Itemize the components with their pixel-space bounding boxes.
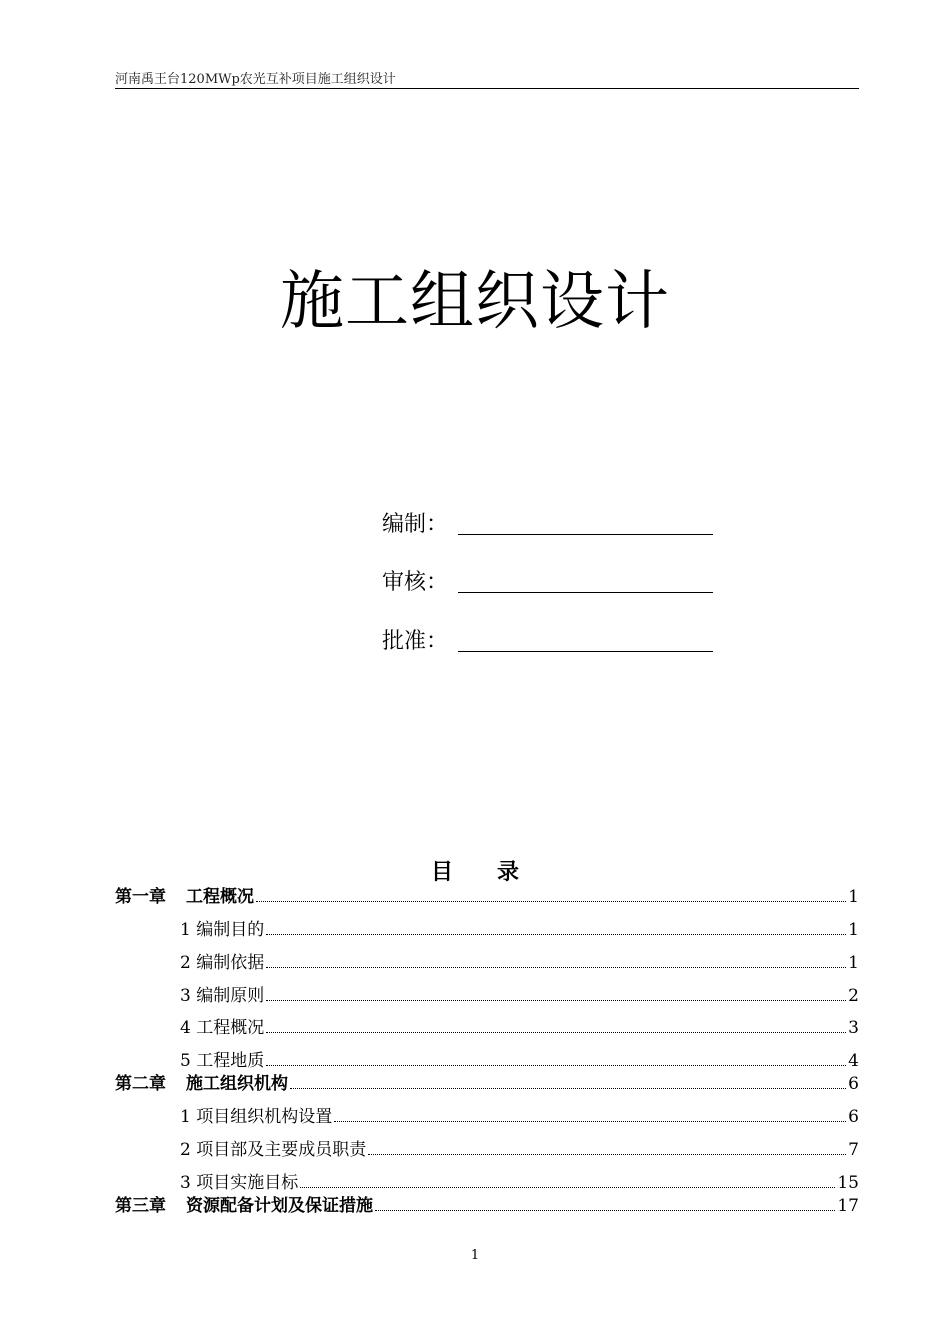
toc-chapter-2[interactable] xyxy=(115,1073,859,1095)
toc-chapter-number: 第三章 xyxy=(115,1196,166,1216)
signature-line-reviewed xyxy=(458,592,713,593)
signature-approved xyxy=(382,627,722,657)
toc-section-title: 3 编制原则 xyxy=(180,986,265,1006)
toc-section-1-1[interactable] xyxy=(180,919,859,941)
signature-label-approved: 批准： xyxy=(382,629,449,654)
toc-leader-dots xyxy=(290,1088,846,1089)
toc-page-number: 2 xyxy=(848,986,859,1006)
toc-page-number: 1 xyxy=(848,953,859,973)
toc-section-title: 1 项目组织机构设置 xyxy=(180,1107,333,1127)
toc-leader-dots xyxy=(300,1187,835,1188)
signature-reviewed xyxy=(382,568,722,598)
toc-section-title: 5 工程地质 xyxy=(180,1051,265,1071)
toc-leader-dots xyxy=(266,1000,846,1001)
toc-section-1-4[interactable] xyxy=(180,1017,859,1039)
toc-title: 目 录 xyxy=(430,859,519,885)
toc-leader-dots xyxy=(256,901,846,902)
signature-line-approved xyxy=(458,651,713,652)
toc-leader-dots xyxy=(334,1121,846,1122)
toc-page-number: 6 xyxy=(848,1107,859,1127)
toc-section-title: 2 编制依据 xyxy=(180,953,265,973)
toc-chapter-title: 工程概况 xyxy=(186,887,254,907)
page-header xyxy=(115,66,859,89)
toc-chapter-number: 第一章 xyxy=(115,887,166,907)
toc-page-number: 1 xyxy=(848,887,859,907)
toc-chapter-1[interactable] xyxy=(115,886,859,908)
toc-chapter-title: 施工组织机构 xyxy=(186,1074,288,1094)
toc-section-1-5[interactable] xyxy=(180,1050,859,1072)
toc-section-title: 2 项目部及主要成员职责 xyxy=(180,1140,367,1160)
toc-page-number: 4 xyxy=(848,1051,859,1071)
signature-line-compiled xyxy=(458,534,713,535)
toc-leader-dots xyxy=(266,1065,846,1066)
document-title: 施工组织设计 xyxy=(280,265,670,339)
toc-page-number: 6 xyxy=(848,1074,859,1094)
page-number: 1 xyxy=(470,1248,480,1263)
toc-page-number: 15 xyxy=(837,1173,859,1193)
toc-section-1-2[interactable] xyxy=(180,952,859,974)
signature-label-compiled: 编制： xyxy=(382,512,449,537)
signature-label-reviewed: 审核： xyxy=(382,570,449,595)
header-text: 河南禹王台120MWp农光互补项目施工组织设计 xyxy=(115,72,396,87)
toc-leader-dots xyxy=(266,967,846,968)
toc-chapter-title: 资源配备计划及保证措施 xyxy=(186,1196,373,1216)
toc-page-number: 7 xyxy=(848,1140,859,1160)
toc-leader-dots xyxy=(266,1032,846,1033)
toc-section-2-2[interactable] xyxy=(180,1139,859,1161)
toc-section-title: 1 编制目的 xyxy=(180,920,265,940)
signature-compiled xyxy=(382,510,722,540)
toc-section-title: 4 工程概况 xyxy=(180,1018,265,1038)
toc-chapter-number: 第二章 xyxy=(115,1074,166,1094)
toc-section-1-3[interactable] xyxy=(180,985,859,1007)
toc-page-number: 17 xyxy=(837,1196,859,1216)
toc-leader-dots xyxy=(368,1154,846,1155)
toc-leader-dots xyxy=(266,934,846,935)
toc-page-number: 3 xyxy=(848,1018,859,1038)
toc-section-2-1[interactable] xyxy=(180,1106,859,1128)
toc-chapter-3[interactable] xyxy=(115,1195,859,1217)
toc-section-2-3[interactable] xyxy=(180,1172,859,1194)
toc-page-number: 1 xyxy=(848,920,859,940)
toc-leader-dots xyxy=(375,1210,835,1211)
toc-section-title: 3 项目实施目标 xyxy=(180,1173,299,1193)
